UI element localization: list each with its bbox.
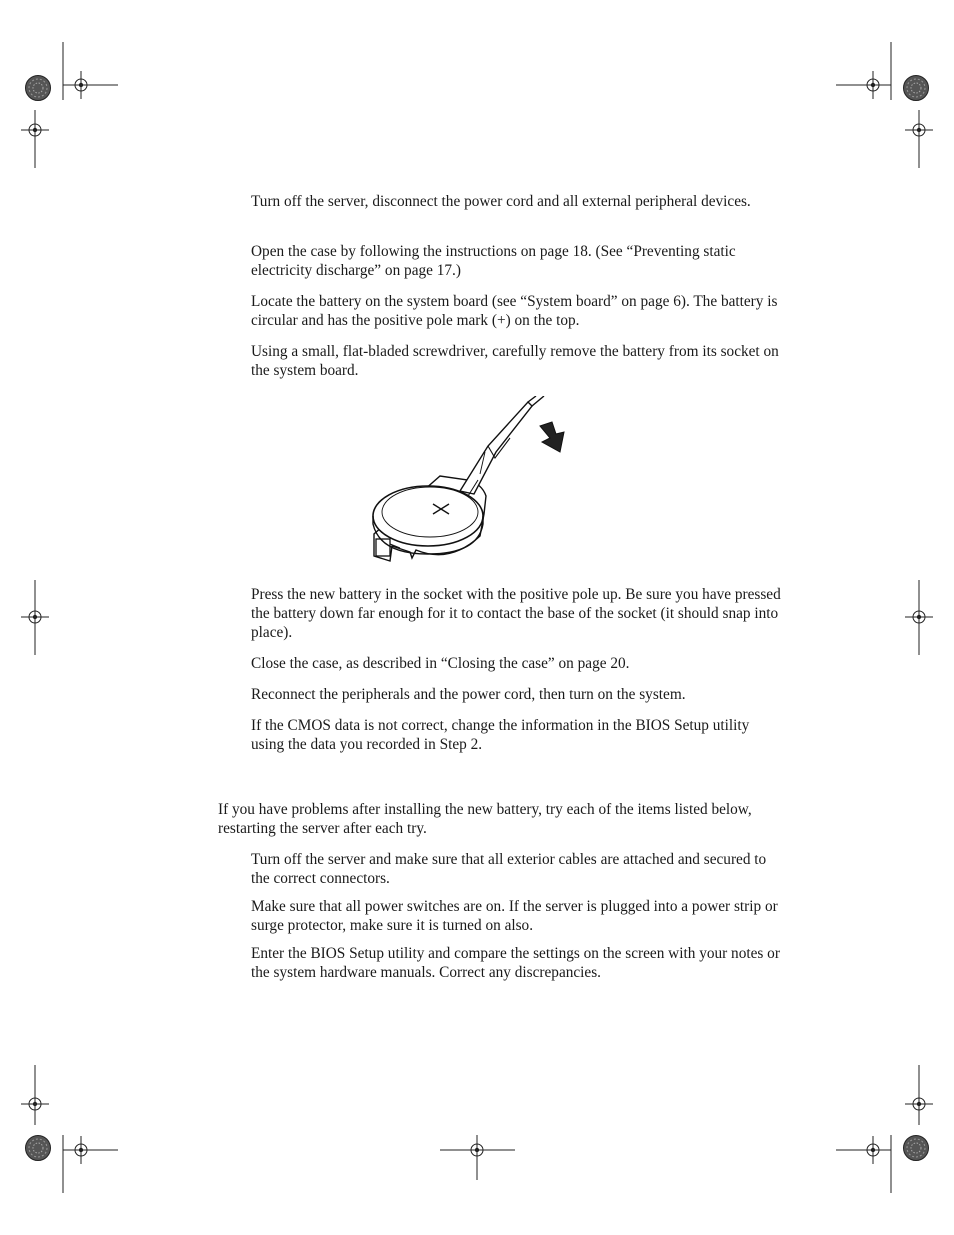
battery-removal-illustration [360, 396, 590, 571]
step-open-case: Open the case by following the instructions on page 18. (See “Preventing static electricity discharge” on page 17.) [251, 243, 736, 279]
step-locate-battery: Locate the battery on the system board (see “System board” on page 6). The battery is circular and has the positive pole mark (+) on the top. [251, 293, 778, 329]
troubleshoot-intro: If you have problems after installing the new battery, try each of the items listed below, restarting the server after each try. [218, 801, 752, 837]
step-close-case: Close the case, as described in “Closing the case” on page 20. [251, 655, 630, 672]
step-remove-battery: Using a small, flat-bladed screwdriver, carefully remove the battery from its socket on the system board. [251, 343, 779, 379]
step-turn-off: Turn off the server, disconnect the power cord and all external peripheral devices. [251, 193, 751, 210]
troubleshoot-item-bios: Enter the BIOS Setup utility and compare the settings on the screen with your notes or the system hardware manuals. Correct any discrepancies. [251, 945, 780, 981]
step-reconnect: Reconnect the peripherals and the power cord, then turn on the system. [251, 686, 686, 703]
step-press-battery: Press the new battery in the socket with the positive pole up. Be sure you have pressed the battery down far enough for it to contact the base of the socket (it should snap into place). [251, 586, 781, 641]
troubleshoot-item-power: Make sure that all power switches are on. If the server is plugged into a power strip or surge protector, make sure it is turned on also. [251, 898, 778, 934]
step-cmos: If the CMOS data is not correct, change the information in the BIOS Setup utility using the data you recorded in Step 2. [251, 717, 750, 753]
troubleshoot-item-cables: Turn off the server and make sure that all exterior cables are attached and secured to the correct connectors. [251, 851, 767, 887]
